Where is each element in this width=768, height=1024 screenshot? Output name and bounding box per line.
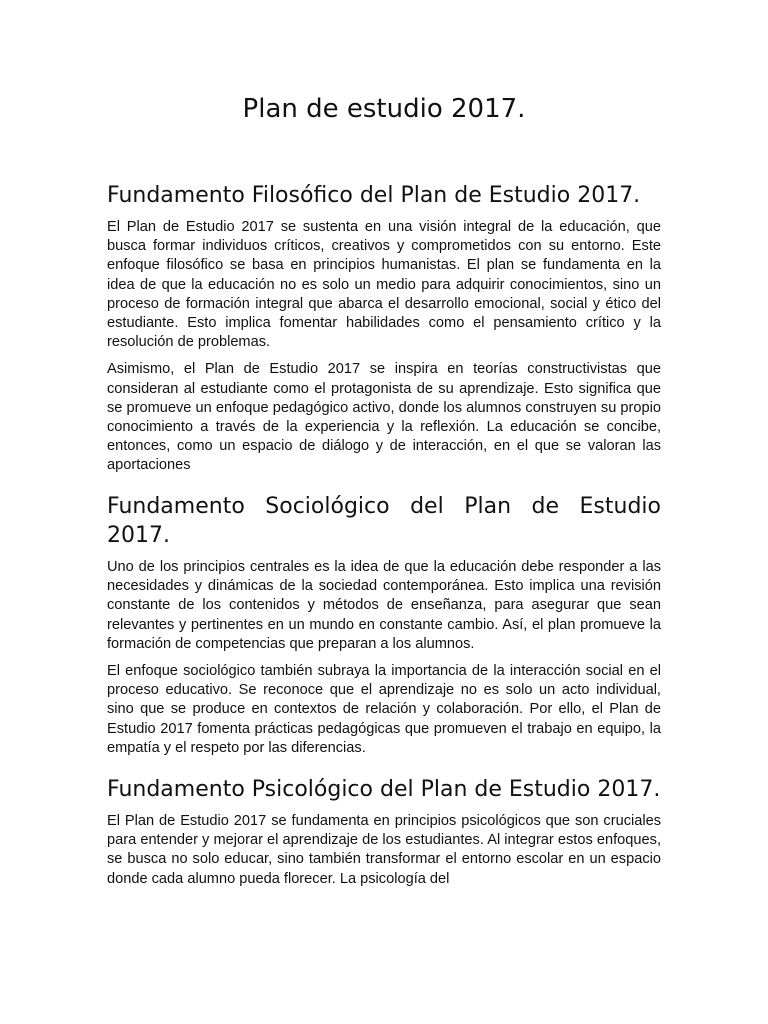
section-psychological: [107, 775, 661, 897]
paragraph: El enfoque sociológico también subraya la importancia de la interacción social en el proceso educativo. Se reconoce que el aprendizaje no es solo un acto individual, sino que se produce en contextos de relación y colaboración. Por ello, el Plan de Estudio 2017 fomenta prácticas pedagógicas que promueven el trabajo en equipo, la empatía y el respeto por las diferencias.: [107, 663, 661, 756]
section-heading: Fundamento Filosófico del Plan de Estudio 2017.: [107, 183, 641, 208]
paragraph: El Plan de Estudio 2017 se sustenta en una visión integral de la educación, que busca formar individuos críticos, creativos y comprometidos con su entorno. Este enfoque filosófico se basa en principios humanistas. El plan se fundamenta en la idea de que la educación no es solo un medio para adquirir conocimientos, sino un proceso de formación integral que abarca el desarrollo emocional, social y ético del estudiante. Esto implica fomentar habilidades como el pensamiento crítico y la resolución de problemas.: [107, 219, 661, 351]
section-sociological: [107, 492, 661, 766]
document-title: Plan de estudio 2017.: [242, 94, 526, 124]
section-philosophical: [107, 181, 661, 484]
section-heading: Fundamento Psicológico del Plan de Estudio 2017.: [107, 777, 661, 802]
paragraph: Asimismo, el Plan de Estudio 2017 se inspira en teorías constructivistas que consideran al estudiante como el protagonista de su aprendizaje. Esto significa que se promueve un enfoque pedagógico activo, donde los alumnos construyen su propio conocimiento a través de la experiencia y la reflexión. La educación se concibe, entonces, como un espacio de diálogo y de interacción, en el que se valoran las aportaciones: [107, 361, 661, 474]
paragraph: El Plan de Estudio 2017 se fundamenta en principios psicológicos que son cruciales para entender y mejorar el aprendizaje de los estudiantes. Al integrar estos enfoques, se busca no solo educar, sino también transformar el entorno escolar en un espacio donde cada alumno pueda florecer. La psicología del: [107, 813, 661, 887]
paragraph: Uno de los principios centrales es la idea de que la educación debe responder a las necesidades y dinámicas de la sociedad contemporánea. Esto implica una revisión constante de los contenidos y métodos de enseñanza, para asegurar que sean relevantes y pertinentes en un mundo en constante cambio. Así, el plan promueve la formación de competencias que preparan a los alumnos.: [107, 559, 661, 652]
section-heading: Fundamento Sociológico del Plan de Estudio 2017.: [107, 494, 661, 548]
